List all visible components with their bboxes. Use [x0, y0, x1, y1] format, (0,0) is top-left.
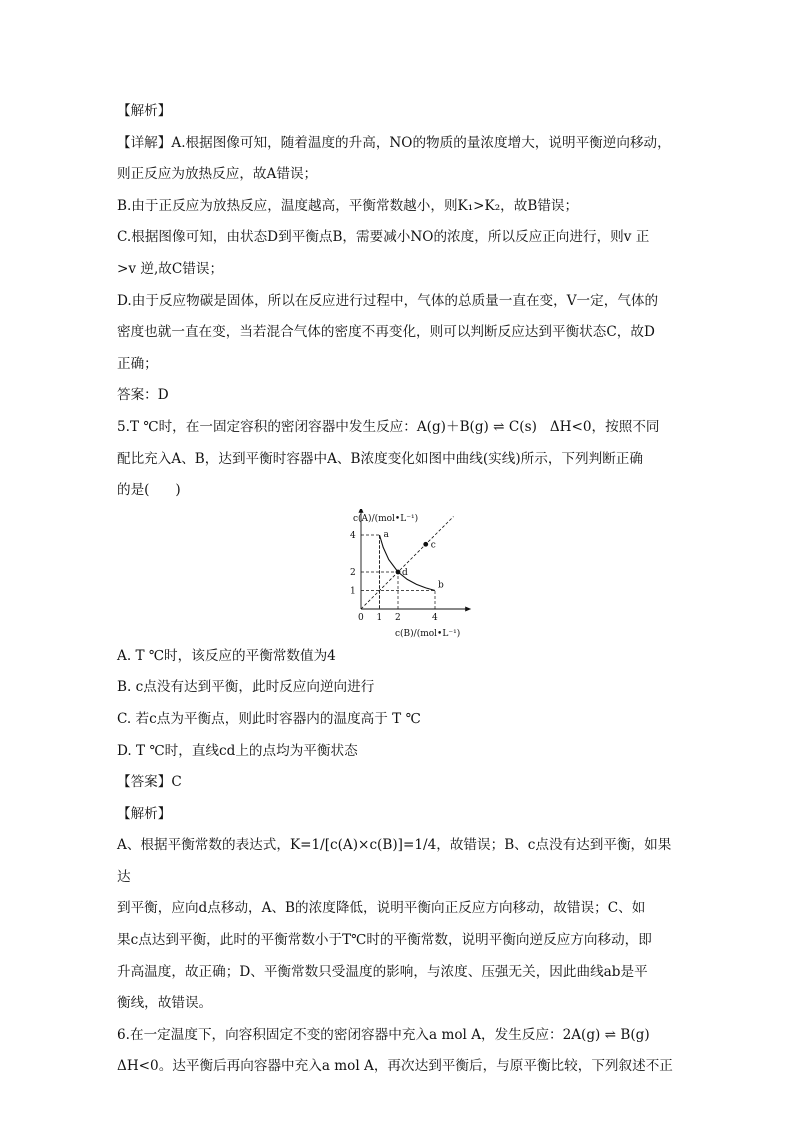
detail-line: B.由于正反应为放热反应，温度越高，平衡常数越小，则K₁>K₂，故B错误； [117, 197, 579, 214]
dashed-line-series [361, 516, 454, 609]
y-tick-label: 2 [350, 567, 356, 578]
document-page [117, 96, 683, 1083]
y-tick-label: 4 [350, 530, 356, 541]
detail-line: 正确； [117, 355, 158, 372]
x-axis-arrow [465, 606, 471, 611]
analysis-heading: 【解析】 [117, 103, 172, 119]
question-stem: 的是( ) [117, 482, 181, 499]
detail-line: C.根据图像可知，由状态D到平衡点B，需要减小NO的浓度，所以反应正向进行，则v 正 [117, 229, 650, 246]
question-stem: 配比充入A、B，达到平衡时容器中A、B浓度变化如图中曲线(实线)所示，下列判断正确 [117, 450, 643, 467]
plot-area [350, 509, 471, 623]
analysis-heading: 【解析】 [117, 805, 172, 822]
detail-line: D.由于反应物碳是固体，所以在反应进行过程中，气体的总质量一直在变，V一定，气体的 [117, 292, 659, 309]
option-a: A. T ℃时，该反应的平衡常数值为4 [117, 647, 336, 664]
analysis-line: 到平衡，应向d点移动，A、B的浓度降低，说明平衡向正反应方向移动，故错误；C、如 [117, 900, 646, 917]
answer-line: 【答案】C [117, 774, 182, 791]
option-d: D. T ℃时，直线cd上的点均为平衡状态 [117, 742, 358, 759]
detail-line: 密度也就一直在变，当若混合气体的密度不再变化，则可以判断反应达到平衡状态C，故D [117, 324, 655, 341]
x-tick-label: 2 [395, 612, 401, 623]
chart-svg [333, 509, 483, 639]
concentration-chart [333, 509, 483, 639]
x-tick-label: 1 [376, 612, 383, 623]
question-stem: 5.T ℃时，在一固定容积的密闭容器中发生反应：A(g)＋B(g) ⇌ C(s) ΔH<0，按照不同 [117, 418, 660, 435]
x-tick-label: 0 [358, 612, 364, 623]
figure-container [117, 509, 683, 639]
detail-line: >v 逆,故C错误； [117, 260, 224, 277]
option-c: C. 若c点为平衡点，则此时容器内的温度高于 T ℃ [117, 710, 421, 727]
y-tick-label: 1 [350, 586, 356, 597]
question-stem: 6.在一定温度下，向容积固定不变的密闭容器中充入a mol A，发生反应：2A(g) ⇌ B(g) [117, 1026, 650, 1043]
point-c [423, 542, 428, 547]
question-stem: ΔH<0。达平衡后再向容器中充入a mol A，再次达到平衡后，与原平衡比较，下列叙述不正 [117, 1058, 673, 1075]
analysis-line: A、根据平衡常数的表达式，K=1/[c(A)×c(B)]=1/4，故错误；B、c点没有达到平衡，如果达 [117, 837, 672, 885]
point-d [396, 569, 401, 574]
point-label-d: d [402, 567, 408, 578]
detail-line: 【详解】A.根据图像可知，随着温度的升高，NO的物质的量浓度增大，说明平衡逆向移动， [117, 134, 671, 151]
analysis-line: 升高温度，故正确；D、平衡常数只受温度的影响，与浓度、压强无关，因此曲线ab是平 [117, 963, 648, 980]
option-b: B. c点没有达到平衡，此时反应向逆向进行 [117, 679, 375, 696]
x-axis-label: c(B)/(mol•L⁻¹) [395, 628, 461, 639]
y-axis-arrow [359, 509, 364, 513]
y-axis-label: c(A)/(mol•L⁻¹) [353, 513, 419, 524]
x-tick-label: 4 [432, 612, 438, 623]
point-label-b: b [438, 580, 444, 591]
answer-line: 答案：D [117, 387, 169, 404]
point-label-a: a [383, 529, 389, 540]
analysis-line: 衡线，故错误。 [117, 995, 213, 1012]
detail-line: 则正反应为放热反应，故A错误； [117, 166, 318, 183]
point-label-c: c [430, 539, 436, 550]
analysis-line: 果c点达到平衡，此时的平衡常数小于T℃时的平衡常数，说明平衡向逆反应方向移动，即 [117, 932, 652, 949]
